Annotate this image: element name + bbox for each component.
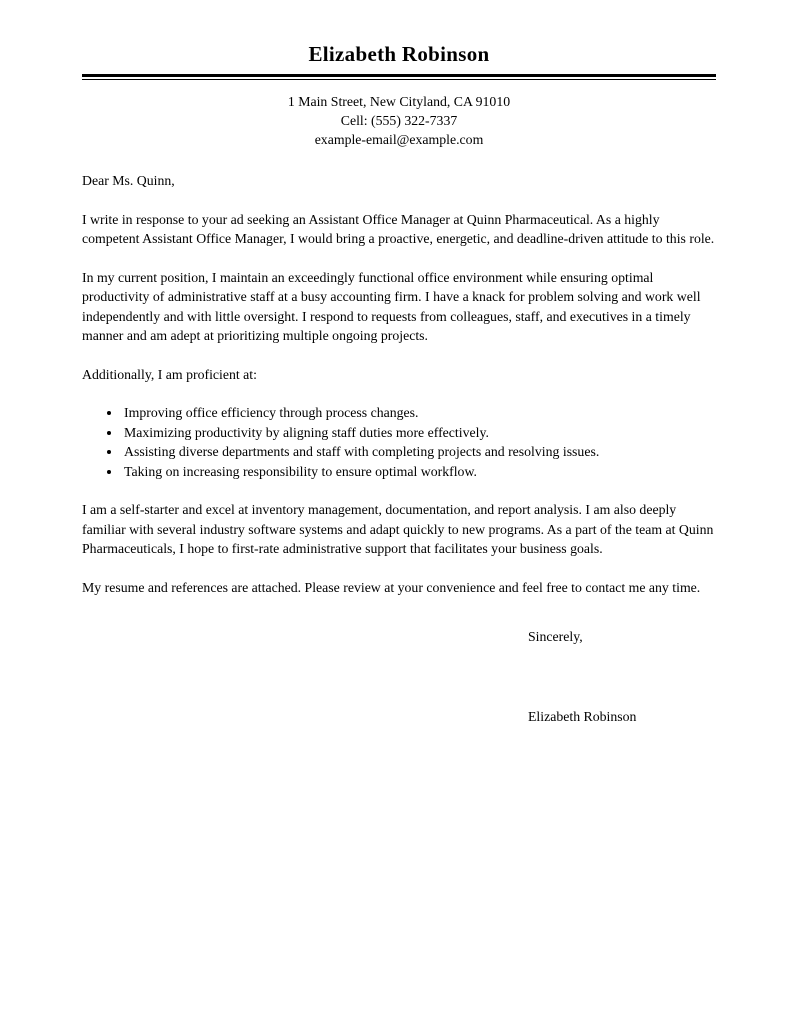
page-title: Elizabeth Robinson [308,42,490,66]
proficiency-bullet-list [82,403,716,481]
letter-paragraph-1: I write in response to your ad seeking an Assistant Office Manager at Quinn Pharmaceutical. As a highly competent Assistant Office Manager, I would bring a proactive, energetic, and deadline-driven attitude to this role. [82,211,715,246]
bullets-intro: Additionally, I am proficient at: [82,366,257,382]
closing: Sincerely, [528,629,583,644]
contact-block [82,92,716,149]
signature: Elizabeth Robinson [528,708,637,724]
bullet-item: • Maximizing productivity by aligning staff duties more effectively. [122,423,716,443]
letter-paragraph-5: My resume and references are attached. Please review at your convenience and feel free to contact me any time. [82,579,701,595]
salutation: Dear Ms. Quinn, [82,173,175,188]
bullet-item: • Taking on increasing responsibility to ensure optimal workflow. [122,462,716,482]
letter-paragraph-4: I am a self-starter and excel at inventory management, documentation, and report analysis. I am also deeply familiar with several industry software systems and adapt quickly to new programs. As a part of the team at Quinn Pharmaceuticals, I hope to first-rate administrative support that facilitates your business goals. [82,502,714,556]
bullet-item: • Assisting diverse departments and staff with completing projects and resolving issues. [122,442,716,462]
bullet-item: • Improving office efficiency through process changes. [122,403,716,423]
title-divider [82,74,716,80]
contact-email: example-email@example.com [314,132,484,147]
contact-address: 1 Main Street, New Cityland, CA 91010 [287,94,511,109]
letter-paragraph-2: In my current position, I maintain an exceedingly functional office environment while ensuring optimal productivity of administrative staff at a busy accounting firm. I have a knack for problem solving and work well independently and with little oversight. I respond to requests from colleagues, staff, and executives in a timely manner and am adept at prioritizing multiple ongoing projects. [82,269,701,343]
closing-block [528,627,716,726]
contact-cell: Cell: (555) 322-7337 [340,113,458,128]
